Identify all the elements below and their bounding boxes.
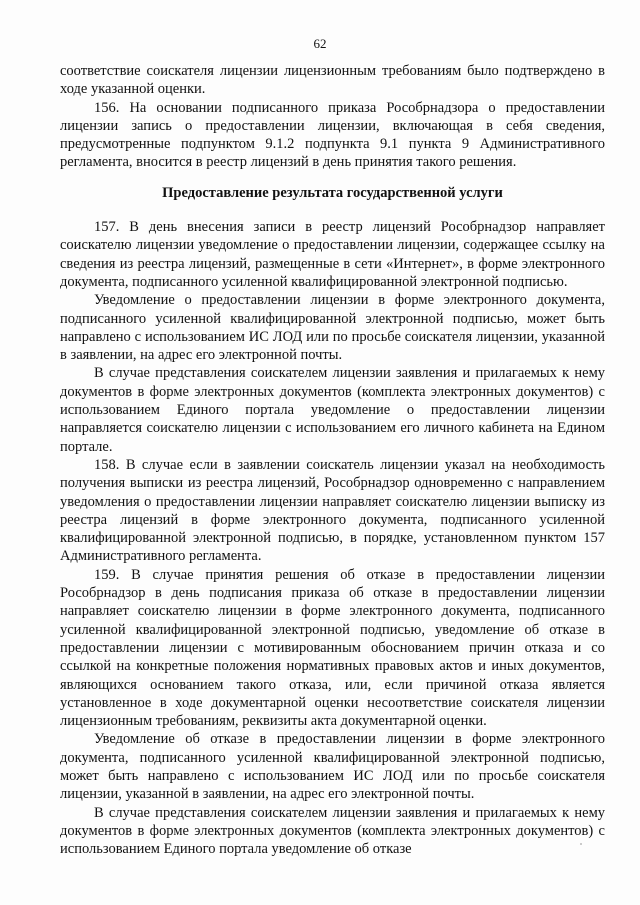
- scan-speck: [580, 843, 582, 845]
- paragraph-157-notice-email: Уведомление о предоставлении лицензии в форме электронного документа, подписанного усиленной квалифицированной электронной подписью, может быть направлено с использованием ИС ЛОД или по просьбе соискателя лицензии, указанной в заявлении, на адрес его электронной почты.: [60, 292, 605, 364]
- continuation-paragraph: соответствие соискателя лицензии лицензионным требованиям было подтверждено в ходе указанной оценки.: [60, 63, 605, 98]
- paragraph-159-refusal-email: Уведомление об отказе в предоставлении лицензии в форме электронного документа, подписанного усиленной квалифицированной электронной подписью, может быть направлено с использованием ИС ЛОД или по просьбе соискателя лицензии, указанной в заявлении, на адрес его электронной почты.: [60, 731, 605, 803]
- document-body: [60, 62, 605, 858]
- page-number: 62: [313, 36, 327, 51]
- paragraph-156: 156. На основании подписанного приказа Рособрнадзора о предоставлении лицензии запись о предоставлении лицензии, включающая в себя сведения, предусмотренные подпунктом 9.1.2 подпункта 9.1 пункта 9 Административного регламента, вносится в реестр лицензий в день принятия такого решения.: [60, 99, 605, 171]
- paragraph-157: 157. В день внесения записи в реестр лицензий Рособрнадзор направляет соискателю лицензии уведомление о предоставлении лицензии, содержащее ссылку на сведения из реестра лицензий, размещенные в сети «Интернет», в форме электронного документа, подписанного усиленной квалифицированной электронной подписью.: [60, 219, 605, 290]
- paragraph-157-portal: В случае представления соискателем лицензии заявления и прилагаемых к нему документов в форме электронных документов (комплекта электронных документов) с использованием Единого портала уведомление о предоставлении лицензии направляется соискателю лицензии с использованием его личного кабинета на Едином портале.: [60, 365, 605, 455]
- paragraph-159-refusal-portal: В случае представления соискателем лицензии заявления и прилагаемых к нему документов в форме электронных документов (комплекта электронных документов) с использованием Единого портала уведомление об отказе: [60, 804, 605, 858]
- paragraph-159: 159. В случае принятия решения об отказе в предоставлении лицензии Рособрнадзор в день подписания приказа об отказе в предоставлении лицензии направляет соискателю лицензии в форме электронного документа, подписанного усиленной квалифицированной электронной подписью, уведомление об отказе в предоставлении лицензии с мотивированным обоснованием причин отказа и со ссылкой на конкретные положения нормативных правовых актов и иных документов, являющихся основанием такого отказа, или, если причиной отказа является установленное в ходе документарной оценки несоответствие соискателя лицензии лицензионным требованиям, реквизиты акта документарной оценки.: [60, 566, 605, 730]
- paragraph-158: 158. В случае если в заявлении соискатель лицензии указал на необходимость получения выписки из реестра лицензий, Рособрнадзор одновременно с направлением уведомления о предоставлении лицензии направляет соискателю лицензии выписку из реестра лицензий в форме электронного документа, подписанного усиленной квалифицированной электронной подписью, в порядке, установленном пунктом 157 Административного регламента.: [60, 456, 605, 565]
- section-heading: Предоставление результата государственной услуги: [162, 184, 503, 201]
